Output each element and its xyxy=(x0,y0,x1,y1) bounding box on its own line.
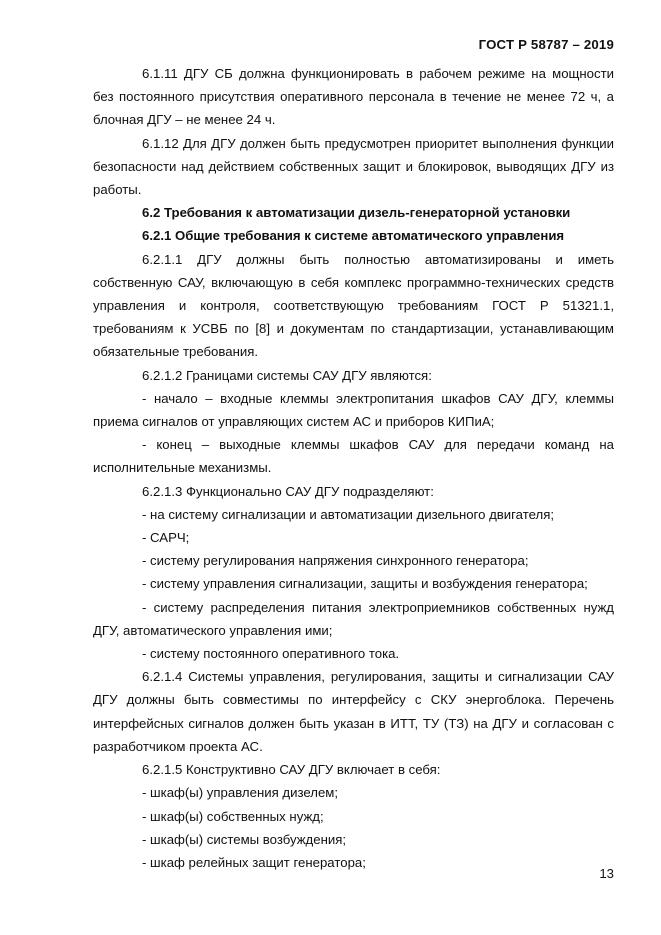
paragraph-6-2-1-1: 6.2.1.1 ДГУ должны быть полностью автоматизированы и иметь собственную САУ, включающую в себя комплекс программно-технических средств управления и контроля, соответствующую требованиям ГОСТ Р 51321.1, требованиям к УСВБ по [8] и документам по стандартизации, устанавливающим обязательные требования. xyxy=(93,251,614,360)
document-body xyxy=(93,62,614,874)
paragraph-6-1-11: 6.1.11 ДГУ СБ должна функционировать в рабочем режиме на мощности без постоянного присутствия оперативного персонала в течение не менее 72 ч, а блочная ДГУ – не менее 24 ч. xyxy=(93,66,614,128)
paragraph-6-1-12: 6.1.12 Для ДГУ должен быть предусмотрен приоритет выполнения функции безопасности над действием собственных защит и блокировок, выводящих ДГУ из работы. xyxy=(93,135,614,198)
list-item: - систему регулирования напряжения синхронного генератора; xyxy=(142,553,529,569)
list-item: - систему распределения питания электроприемников собственных нужд ДГУ, автоматического управления ими; xyxy=(93,599,614,638)
paragraph-6-2-1-2: 6.2.1.2 Границами системы САУ ДГУ являются: xyxy=(142,367,432,383)
paragraph-6-2-1-3: 6.2.1.3 Функционально САУ ДГУ подразделяют: xyxy=(142,483,434,499)
list-item: - шкаф(ы) управления дизелем; xyxy=(142,785,339,801)
subsection-heading-6-2-1: 6.2.1 Общие требования к системе автоматического управления xyxy=(142,228,565,244)
list-item: - на систему сигнализации и автоматизации дизельного двигателя; xyxy=(142,506,554,522)
document-id: ГОСТ Р 58787 – 2019 xyxy=(478,37,614,52)
list-item: - начало – входные клеммы электропитания шкафов САУ ДГУ, клеммы приема сигналов от управляющих систем АС и приборов КИПиА; xyxy=(93,390,614,430)
list-item: - шкаф(ы) собственных нужд; xyxy=(142,808,324,824)
list-item: - САРЧ; xyxy=(142,530,190,546)
list-item: - шкаф(ы) системы возбуждения; xyxy=(142,831,347,847)
paragraph-6-2-1-4: 6.2.1.4 Системы управления, регулирования, защиты и сигнализации САУ ДГУ должны быть совместимы по интерфейсу с СКУ энергоблока. Перечень интерфейсных сигналов должен быть указан в ИТТ, ТУ (ТЗ) на ДГУ и согласован с разработчиком проекта АС. xyxy=(93,669,614,754)
list-item: - систему управления сигнализации, защиты и возбуждения генератора; xyxy=(142,576,588,592)
list-item: - шкаф релейных защит генератора; xyxy=(142,854,366,870)
section-heading-6-2: 6.2 Требования к автоматизации дизель-генераторной установки xyxy=(142,205,571,221)
list-item: - систему постоянного оперативного тока. xyxy=(142,646,400,662)
list-item: - конец – выходные клеммы шкафов САУ для передачи команд на исполнительные механизмы. xyxy=(93,437,614,476)
paragraph-6-2-1-5: 6.2.1.5 Конструктивно САУ ДГУ включает в себя: xyxy=(142,762,441,778)
page-number: 13 xyxy=(599,866,614,881)
